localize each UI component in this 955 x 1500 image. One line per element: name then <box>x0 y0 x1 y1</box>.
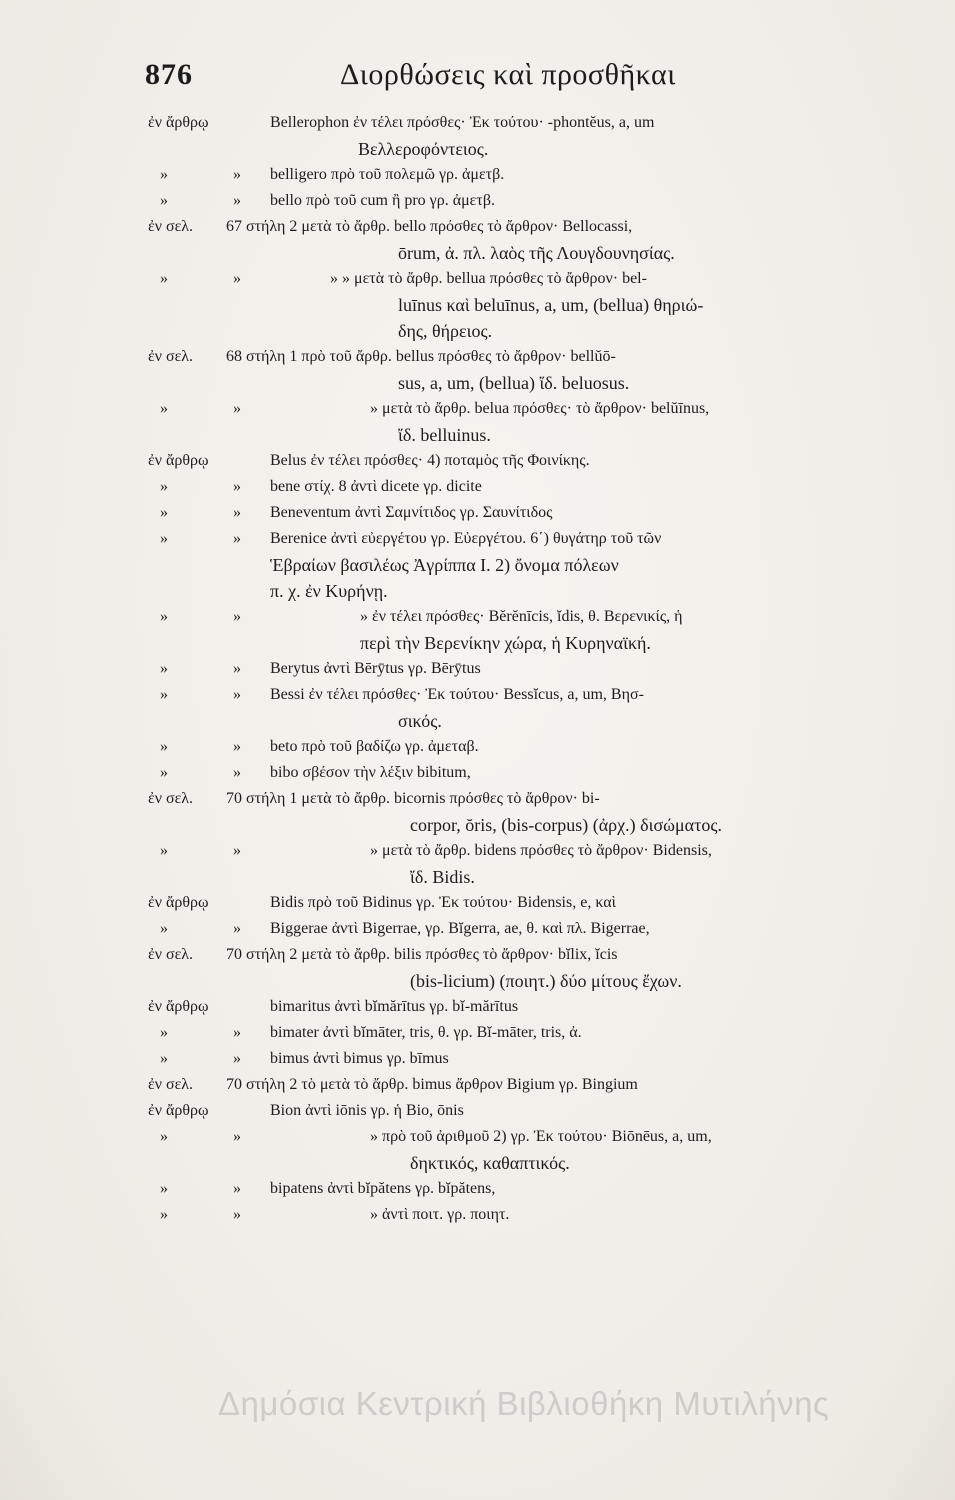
errata-line <box>148 838 913 864</box>
ditto-mark: » <box>160 686 168 703</box>
ditto-mark: » <box>160 504 168 521</box>
errata-line <box>148 396 913 422</box>
errata-line <box>148 734 913 760</box>
location-reference: ἐν ἄρθρῳ <box>148 114 209 131</box>
location-reference: ἐν σελ. <box>148 348 194 365</box>
entry-text: Bidis πρὸ τοῦ Bidinus γρ. Ἐκ τούτου· Bidensis, e, καὶ <box>270 894 616 911</box>
ditto-mark: » <box>160 1180 168 1197</box>
running-title: Διορθώσεις καὶ προσθῆκαι <box>340 58 676 91</box>
ditto-mark: » <box>233 842 241 859</box>
ditto-mark: » <box>160 530 168 547</box>
entry-text: Berytus ἀντὶ Bērȳtus γρ. Bērȳtus <box>270 660 481 677</box>
errata-line <box>148 656 913 682</box>
errata-line <box>148 474 913 500</box>
ditto-mark: » <box>233 530 241 547</box>
entry-text: bimater ἀντὶ bĭmāter, tris, θ. γρ. Bĭ-māter, tris, ἀ. <box>270 1024 582 1041</box>
continuation-text: π. χ. ἐν Κυρήνῃ. <box>270 581 388 601</box>
location-reference: ἐν ἄρθρῳ <box>148 998 209 1015</box>
entry-text: bimaritus ἀντὶ bĭmărītus γρ. bĭ-mărītus <box>270 998 519 1015</box>
errata-line <box>148 422 913 448</box>
ditto-mark: » <box>160 166 168 183</box>
ditto-mark: » <box>160 1128 168 1145</box>
entry-text: » μετὰ τὸ ἄρθρ. bidens πρόσθες τὸ ἄρθρον· Bidensis, <box>370 842 712 859</box>
errata-line <box>148 786 913 812</box>
entry-text: bipatens ἀντὶ bĭpătens γρ. bĭpătens, <box>270 1180 496 1197</box>
errata-line <box>148 500 913 526</box>
errata-line <box>148 266 913 292</box>
errata-line <box>148 1046 913 1072</box>
errata-line <box>148 1176 913 1202</box>
ditto-mark: » <box>160 1024 168 1041</box>
entry-text: Belus ἐν τέλει πρόσθες· 4) ποταμὸς τῆς Φοινίκης. <box>270 452 590 469</box>
ditto-mark: » <box>233 686 241 703</box>
errata-line <box>148 552 913 578</box>
continuation-text: Βελλεροφόντειος. <box>358 139 489 159</box>
ditto-mark: » <box>160 192 168 209</box>
errata-line <box>148 1020 913 1046</box>
continuation-text: luīnus καὶ beluīnus, a, um, (bellua) θηριώ- <box>398 295 704 315</box>
errata-line <box>148 110 913 136</box>
entry-text: » πρὸ τοῦ ἀριθμοῦ 2) γρ. Ἐκ τούτου· Biōnēus, a, um, <box>370 1128 712 1145</box>
errata-line <box>148 136 913 162</box>
errata-line <box>148 630 913 656</box>
ditto-mark: » <box>160 764 168 781</box>
errata-line <box>148 604 913 630</box>
errata-line <box>148 448 913 474</box>
ditto-mark: » <box>233 1128 241 1145</box>
entry-text: » μετὰ τὸ ἄρθρ. belua πρόσθες· τὸ ἄρθρον· belŭīnus, <box>370 400 710 417</box>
ditto-mark: » <box>233 1024 241 1041</box>
location-reference: ἐν ἄρθρῳ <box>148 894 209 911</box>
page-header <box>145 58 865 98</box>
continuation-text: ἴδ. belluinus. <box>398 425 491 445</box>
ditto-mark: » <box>160 738 168 755</box>
entry-text: 68 στήλη 1 πρὸ τοῦ ἄρθρ. bellus πρόσθες τὸ ἄρθρον· bellŭō- <box>226 348 616 365</box>
errata-line <box>148 994 913 1020</box>
location-reference: ἐν ἄρθρῳ <box>148 452 209 469</box>
entry-text: » » μετὰ τὸ ἄρθρ. bellua πρόσθες τὸ ἄρθρον· bel- <box>330 270 647 287</box>
continuation-text: (bis-licium) (ποιητ.) δύο μίτους ἔχων. <box>410 971 682 991</box>
ditto-mark: » <box>233 270 241 287</box>
ditto-mark: » <box>233 1050 241 1067</box>
errata-line <box>148 812 913 838</box>
entry-text: Bellerophon ἐν τέλει πρόσθες· Ἐκ τούτου· -phontĕus, a, um <box>270 114 655 131</box>
ditto-mark: » <box>160 608 168 625</box>
errata-line <box>148 916 913 942</box>
errata-line <box>148 188 913 214</box>
errata-line <box>148 1072 913 1098</box>
errata-line <box>148 162 913 188</box>
errata-line <box>148 240 913 266</box>
location-reference: ἐν ἄρθρῳ <box>148 1102 209 1119</box>
entry-text: 67 στήλη 2 μετὰ τὸ ἄρθρ. bello πρόσθες τὸ ἄρθρον· Bellocassi, <box>226 218 633 235</box>
continuation-text: ἴδ. Bidis. <box>410 867 475 887</box>
entry-text: 70 στήλη 2 τὸ μετὰ τὸ ἄρθρ. bimus ἄρθρον Bigium γρ. Bingium <box>226 1076 638 1093</box>
ditto-mark: » <box>233 738 241 755</box>
entry-text: bello πρὸ τοῦ cum ἢ pro γρ. ἀμετβ. <box>270 192 495 209</box>
entry-text: » ἀντὶ ποιτ. γρ. ποιητ. <box>370 1206 510 1223</box>
ditto-mark: » <box>233 660 241 677</box>
entry-text: bibo σβέσον τὴν λέξιν bibitum, <box>270 764 471 781</box>
errata-line <box>148 1150 913 1176</box>
ditto-mark: » <box>233 166 241 183</box>
location-reference: ἐν σελ. <box>148 790 194 807</box>
entry-text: 70 στήλη 1 μετὰ τὸ ἄρθρ. bicornis πρόσθες τὸ ἄρθρον· bi- <box>226 790 600 807</box>
errata-line <box>148 1124 913 1150</box>
ditto-mark: » <box>233 400 241 417</box>
errata-line <box>148 968 913 994</box>
continuation-text: περὶ τὴν Βερενίκην χώρα, ἡ Κυρηναϊκή. <box>360 633 651 653</box>
errata-line <box>148 370 913 396</box>
errata-line <box>148 344 913 370</box>
continuation-text: Ἑβραίων βασιλέως Ἀγρίππα Ι. 2) ὄνομα πόλεων <box>270 555 619 575</box>
entry-text: » ἐν τέλει πρόσθες· Bĕrĕnīcis, ĭdis, θ. Βερενικίς, ἡ <box>360 608 683 625</box>
ditto-mark: » <box>160 920 168 937</box>
entry-text: Berenice ἀντὶ εὐεργέτου γρ. Εὐεργέτου. 6΄) θυγάτηρ τοῦ τῶν <box>270 530 662 547</box>
entry-text: Bessi ἐν τέλει πρόσθες· Ἐκ τούτου· Bessĭcus, a, um, Βησ- <box>270 686 644 703</box>
entry-text: bene στίχ. 8 ἀντὶ dicete γρ. dicite <box>270 478 482 495</box>
errata-line <box>148 578 913 604</box>
ditto-mark: » <box>233 608 241 625</box>
entry-text: Biggerae ἀντὶ Bigerrae, γρ. Bĭgerra, ae, θ. καὶ πλ. Bigerrae, <box>270 920 650 937</box>
errata-list <box>148 110 913 1228</box>
continuation-text: corpor, ŏris, (bis-corpus) (ἀρχ.) δισώματος. <box>410 815 722 835</box>
errata-line <box>148 890 913 916</box>
page-number: 876 <box>145 58 193 91</box>
errata-line <box>148 526 913 552</box>
errata-line <box>148 214 913 240</box>
errata-line <box>148 1202 913 1228</box>
entry-text: belligero πρὸ τοῦ πολεμῶ γρ. ἀμετβ. <box>270 166 505 183</box>
ditto-mark: » <box>233 504 241 521</box>
ditto-mark: » <box>160 478 168 495</box>
location-reference: ἐν σελ. <box>148 1076 194 1093</box>
errata-line <box>148 1098 913 1124</box>
errata-line <box>148 318 913 344</box>
errata-line <box>148 708 913 734</box>
ditto-mark: » <box>160 270 168 287</box>
entry-text: beto πρὸ τοῦ βαδίζω γρ. ἀμεταβ. <box>270 738 479 755</box>
errata-line <box>148 760 913 786</box>
entry-text: bimus ἀντὶ bimus γρ. bīmus <box>270 1050 449 1067</box>
library-watermark: Δημόσια Κεντρική Βιβλιοθήκη Μυτιλήνης <box>218 1385 830 1422</box>
ditto-mark: » <box>233 764 241 781</box>
errata-line <box>148 682 913 708</box>
ditto-mark: » <box>233 192 241 209</box>
location-reference: ἐν σελ. <box>148 946 194 963</box>
ditto-mark: » <box>160 1206 168 1223</box>
errata-line <box>148 292 913 318</box>
location-reference: ἐν σελ. <box>148 218 194 235</box>
errata-line <box>148 864 913 890</box>
continuation-text: sus, a, um, (bellua) ἴδ. beluosus. <box>398 373 630 393</box>
ditto-mark: » <box>233 1206 241 1223</box>
ditto-mark: » <box>160 400 168 417</box>
ditto-mark: » <box>233 920 241 937</box>
errata-line <box>148 942 913 968</box>
continuation-text: δης, θήρειος. <box>398 321 493 341</box>
continuation-text: δηκτικός, καθαπτικός. <box>410 1153 570 1173</box>
entry-text: Bion ἀντὶ iōnis γρ. ἡ Bio, ōnis <box>270 1102 464 1119</box>
ditto-mark: » <box>160 1050 168 1067</box>
ditto-mark: » <box>160 660 168 677</box>
entry-text: Beneventum ἀντὶ Σαμνίτιδος γρ. Σαυνίτιδος <box>270 504 553 521</box>
ditto-mark: » <box>233 478 241 495</box>
entry-text: 70 στήλη 2 μετὰ τὸ ἄρθρ. bilis πρόσθες τὸ ἄρθρον· bĭlix, ĭcis <box>226 946 618 963</box>
continuation-text: ōrum, ἀ. πλ. λαὸς τῆς Λουγδουνησίας. <box>398 243 675 263</box>
ditto-mark: » <box>160 842 168 859</box>
continuation-text: σικός. <box>398 711 442 731</box>
ditto-mark: » <box>233 1180 241 1197</box>
